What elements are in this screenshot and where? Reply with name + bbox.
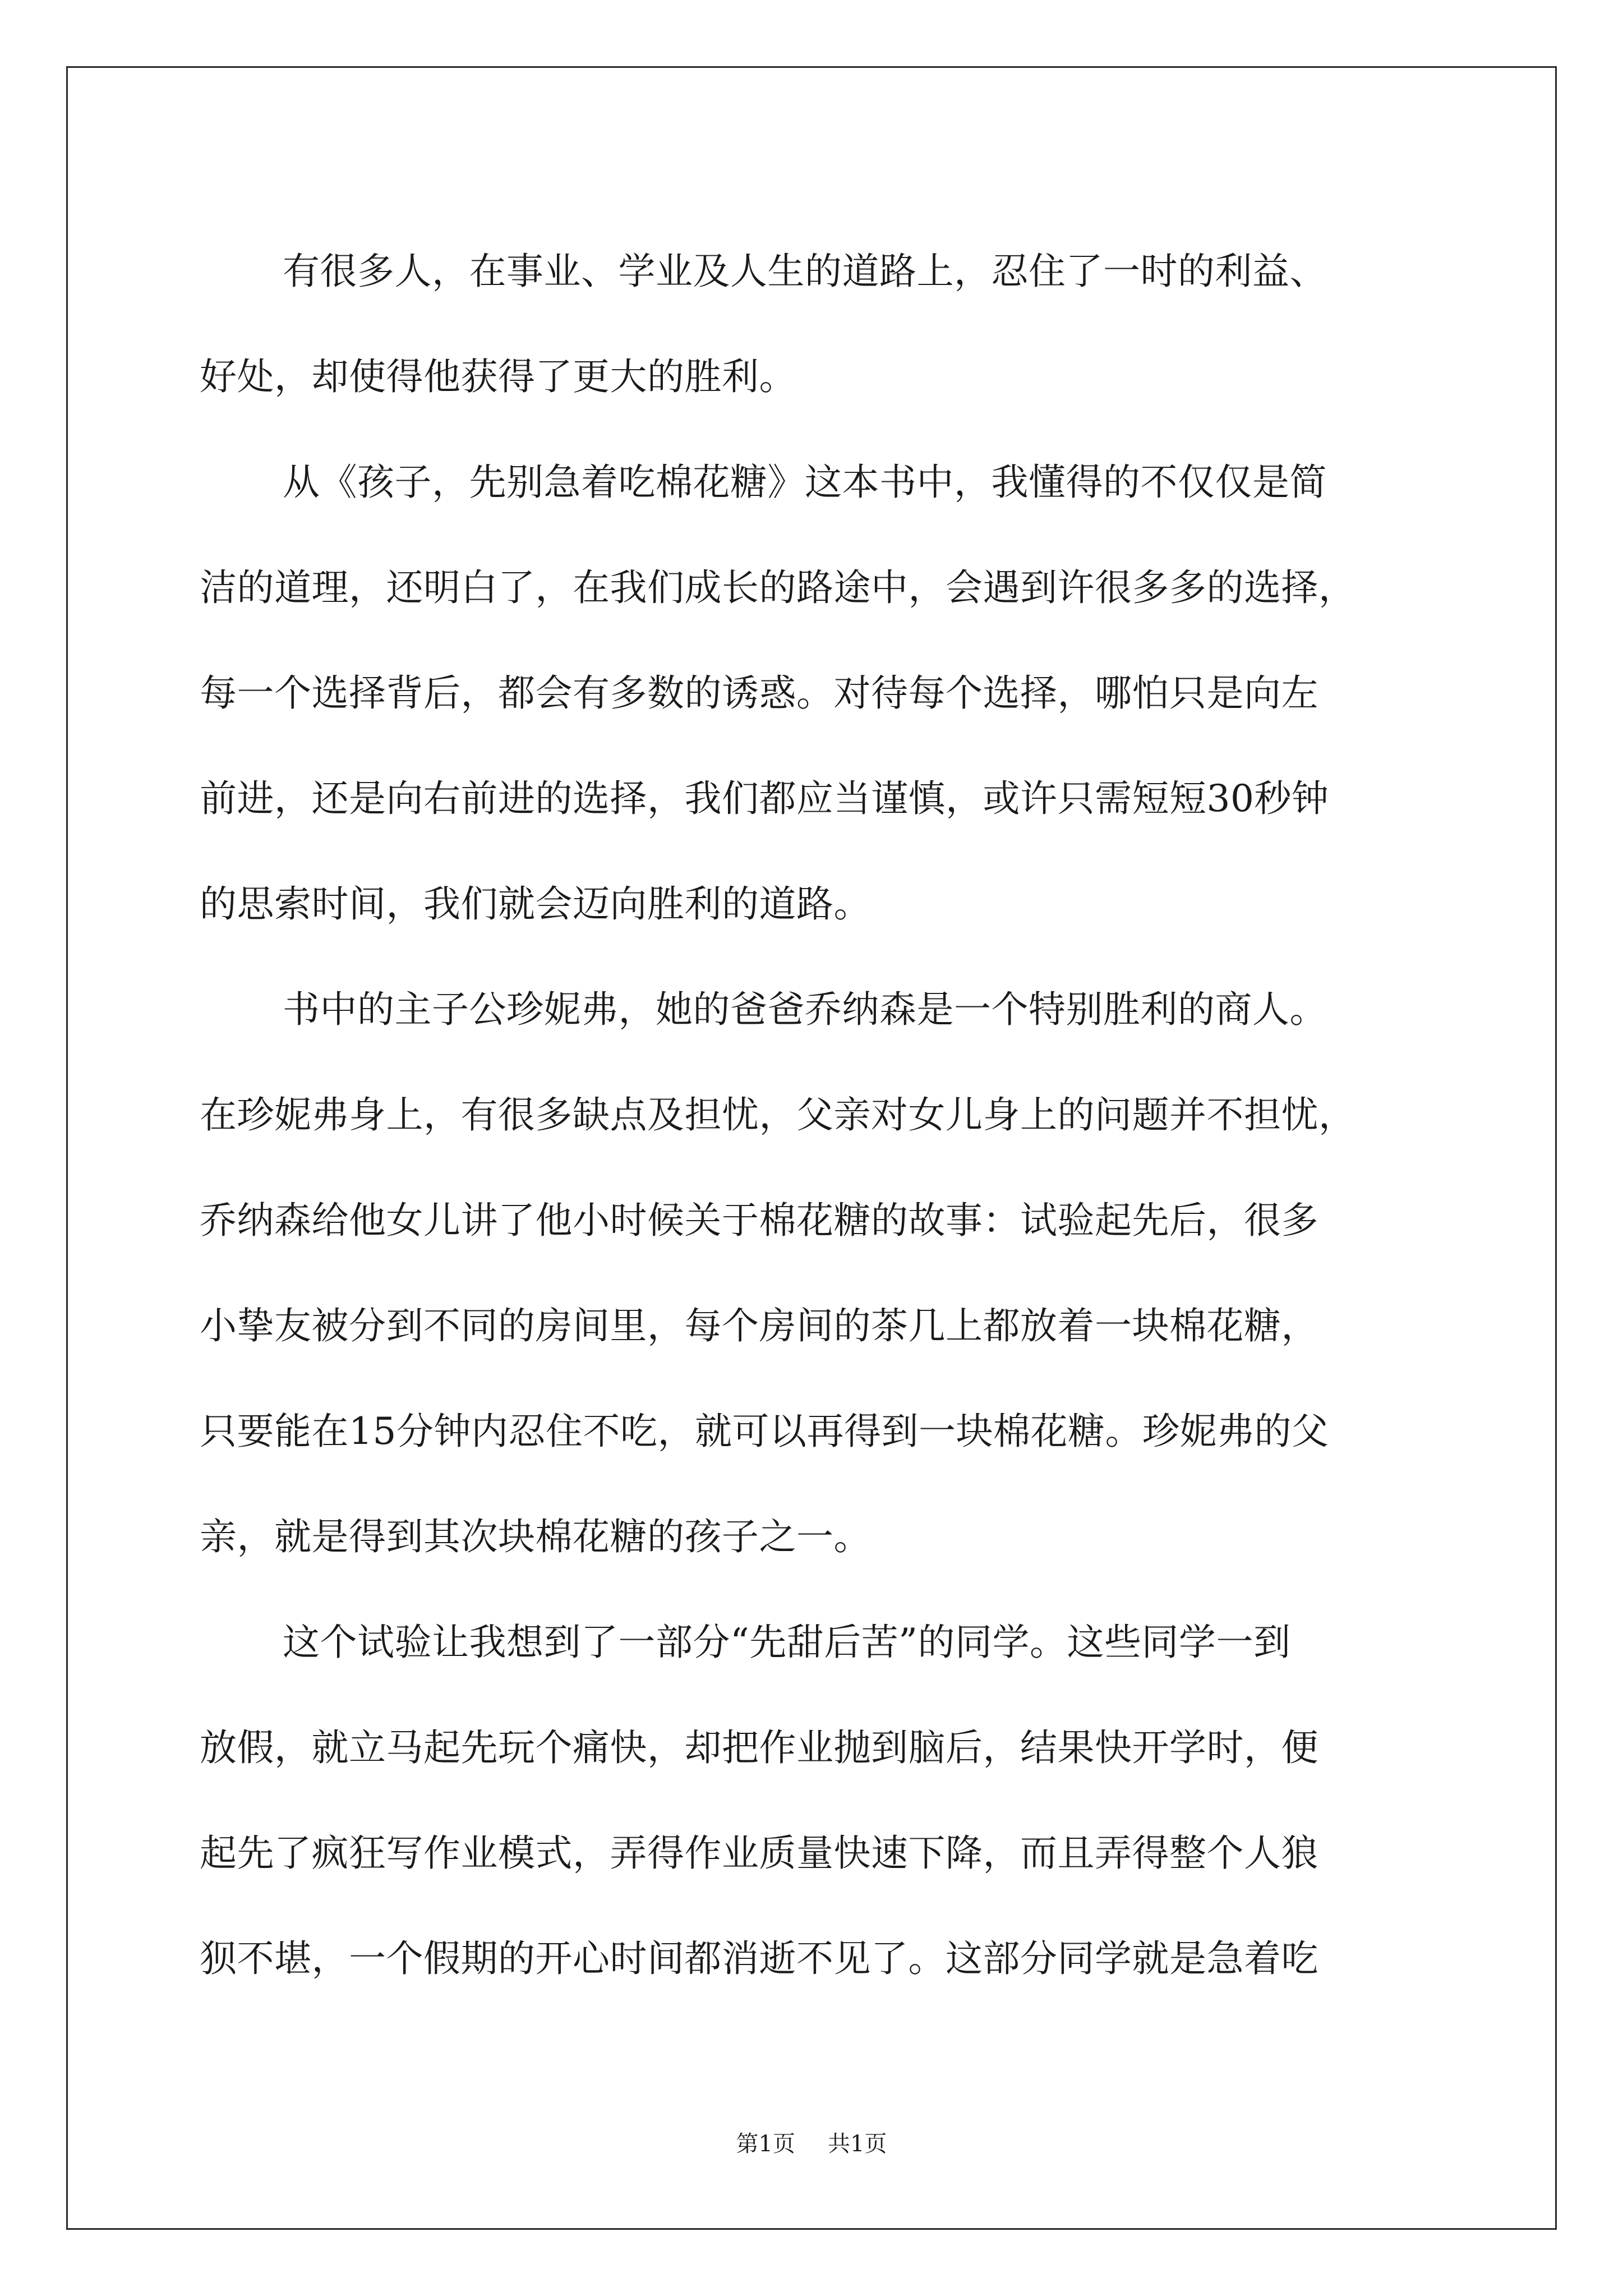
text-line: 每一个选择背后，都会有多数的诱惑。对待每个选择，哪怕只是向左 bbox=[200, 671, 1318, 715]
text-line: 有很多人，在事业、学业及人生的道路上，忍住了一时的利益、 bbox=[283, 250, 1327, 293]
text-line: 洁的道理，还明白了，在我们成长的路途中，会遇到许很多多的选择， bbox=[200, 566, 1356, 609]
document-body bbox=[200, 219, 1431, 2012]
text-line: 狈不堪，一个假期的开心时间都消逝不见了。这部分同学就是急着吃 bbox=[200, 1937, 1318, 1980]
text-line: 在珍妮弗身上，有很多缺点及担忧，父亲对女儿身上的问题并不担忧， bbox=[200, 1093, 1356, 1137]
text-line: 小挚友被分到不同的房间里，每个房间的茶几上都放着一块棉花糖， bbox=[200, 1304, 1318, 1347]
text-line: 的思索时间，我们就会迈向胜利的道路。 bbox=[200, 882, 871, 926]
text-line: 只要能在15分钟内忍住不吃，就可以再得到一块棉花糖。珍妮弗的父 bbox=[200, 1410, 1329, 1453]
text-line: 前进，还是向右前进的选择，我们都应当谨慎，或许只需短短30秒钟 bbox=[200, 777, 1329, 820]
text-line: 这个试验让我想到了一部分“先甜后苦”的同学。这些同学一到 bbox=[283, 1621, 1291, 1664]
text-line: 亲，就是得到其次块棉花糖的孩子之一。 bbox=[200, 1515, 871, 1558]
page-number: 第1页 bbox=[736, 2131, 795, 2157]
text-line: 书中的主子公珍妮弗，她的爸爸乔纳森是一个特别胜利的商人。 bbox=[283, 988, 1327, 1031]
text-line: 好处，却使得他获得了更大的胜利。 bbox=[200, 355, 796, 398]
text-line: 放假，就立马起先玩个痛快，却把作业抛到脑后，结果快开学时，便 bbox=[200, 1726, 1318, 1769]
page-total: 共1页 bbox=[828, 2131, 887, 2157]
text-line: 从《孩子，先别急着吃棉花糖》这本书中，我懂得的不仅仅是简 bbox=[283, 461, 1327, 504]
page-footer bbox=[0, 2126, 1623, 2158]
text-line: 起先了疯狂写作业模式，弄得作业质量快速下降，而且弄得整个人狼 bbox=[200, 1832, 1318, 1875]
text-line: 乔纳森给他女儿讲了他小时候关于棉花糖的故事：试验起先后，很多 bbox=[200, 1199, 1318, 1242]
